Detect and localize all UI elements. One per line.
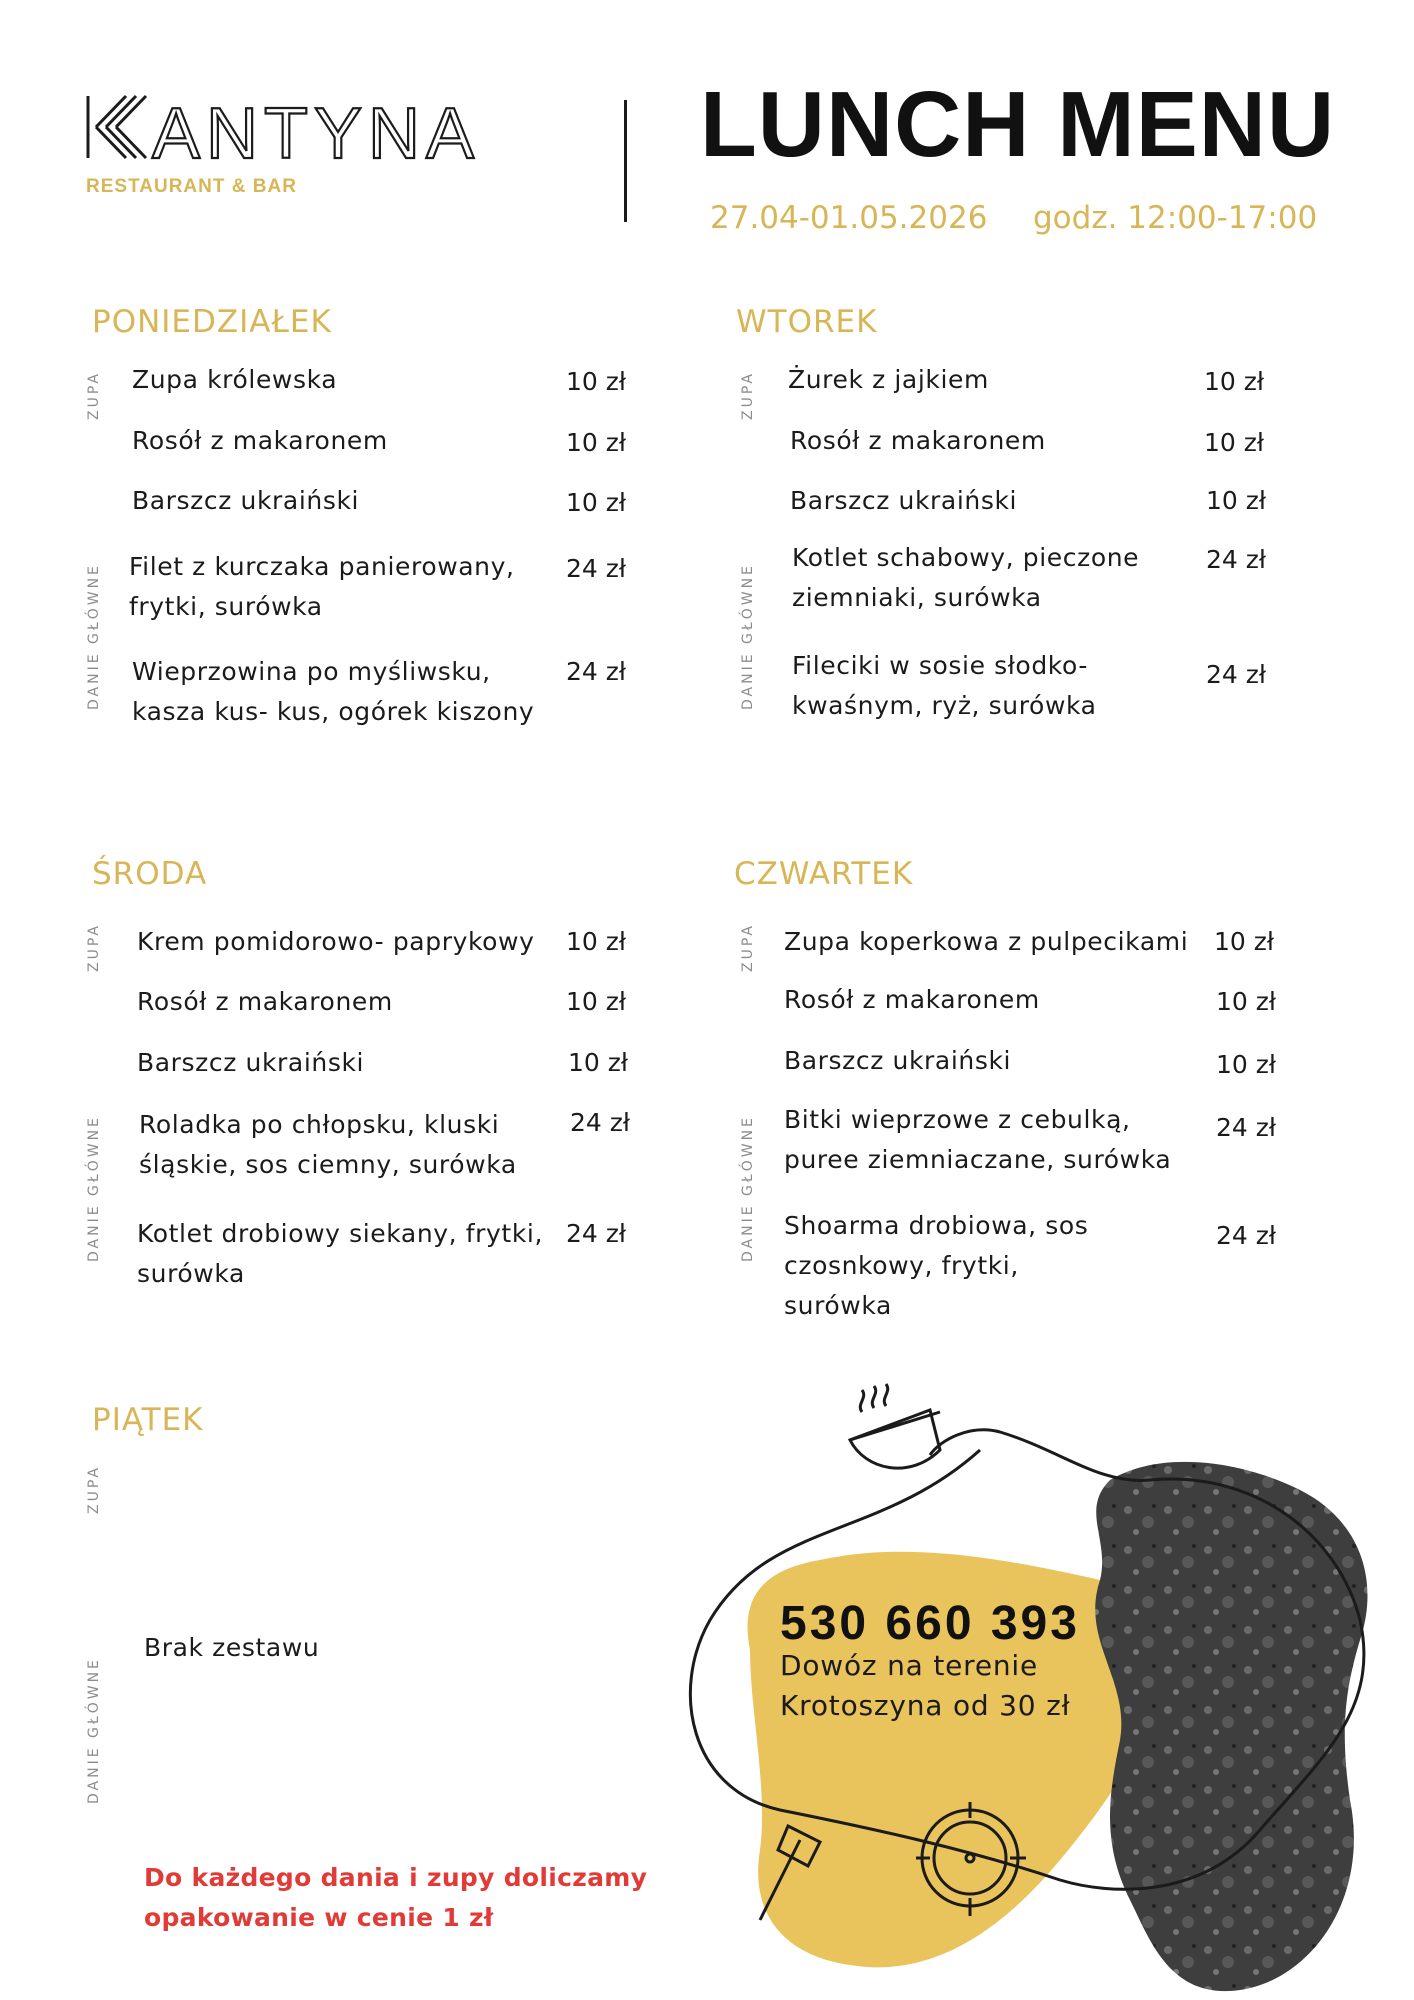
menu-item-name: Shoarma drobiowa, sos czosnkowy, frytki, surówka [784,1211,1089,1320]
menu-item-name: Kotlet schabowy, pieczone ziemniaki, surówka [792,543,1140,612]
menu-item-price: 24 zł [1206,545,1266,574]
category-label-soup: ZUPA [740,371,756,420]
brand-name: ANTYNA [152,94,481,172]
menu-item-price: 10 zł [1204,428,1264,457]
packaging-note: Do każdego dania i zupy doliczamy opakowanie w cenie 1 zł [144,1863,648,1932]
menu-item-price: 10 zł [1216,987,1276,1016]
category-label-mains: DANIE GŁÓWNE [86,563,102,710]
brand-subtitle: RESTAURANT & BAR [86,176,297,197]
day-title-tuesday: WTOREK [736,304,878,340]
menu-item-price: 24 zł [566,554,626,583]
menu-item-price: 10 zł [566,488,626,517]
menu-item-name: Rosół z makaronem [784,985,1040,1014]
category-label-mains: DANIE GŁÓWNE [740,563,756,710]
menu-item-price: 10 zł [566,927,626,956]
menu-item-name: Filet z kurczaka panierowany, frytki, surówka [129,552,515,621]
menu-item-price: 10 zł [1206,486,1266,515]
menu-item-name: Rosół z makaronem [132,426,388,455]
category-label-soup: ZUPA [86,371,102,420]
header-divider [624,100,627,222]
menu-item-name: Barszcz ukraiński [790,486,1018,515]
menu-item-name: Barszcz ukraiński [784,1046,1012,1075]
menu-item-price: 10 zł [566,367,626,396]
menu-item-name: Barszcz ukraiński [132,486,360,515]
promo-delivery-text: Dowóz na terenie Krotoszyna od 30 zł [780,1649,1071,1722]
category-label-soup: ZUPA [86,923,102,972]
menu-item-price: 10 zł [1214,927,1274,956]
category-label-mains: DANIE GŁÓWNE [86,1115,102,1262]
menu-item-price: 24 zł [566,657,626,686]
menu-item-name: Fileciki w sosie słodko-kwaśnym, ryż, surówka [792,651,1097,720]
day-title-wednesday: ŚRODA [92,856,208,892]
menu-item-name: Bitki wieprzowe z cebulką, puree ziemniaczane, surówka [784,1105,1172,1174]
menu-dates: 27.04-01.05.2026 [710,200,988,236]
menu-item-price: 10 zł [1216,1050,1276,1079]
menu-item-price: 24 zł [570,1108,630,1137]
menu-item-name: Kotlet drobiowy siekany, frytki, surówka [137,1219,544,1288]
brand-logo [86,92,556,172]
menu-item-name: Roladka po chłopsku, kluski śląskie, sos ciemny, surówka [139,1110,517,1179]
menu-item-price: 10 zł [568,1048,628,1077]
bowl-icon [850,1384,940,1468]
menu-item-name: Zupa królewska [132,365,338,394]
menu-item-name: Żurek z jajkiem [788,365,989,394]
menu-item-price: 10 zł [566,987,626,1016]
menu-item-name: Barszcz ukraiński [137,1048,365,1077]
day-title-thursday: CZWARTEK [734,856,914,892]
menu-item-price: 10 zł [566,428,626,457]
category-label-mains: DANIE GŁÓWNE [86,1657,102,1804]
menu-item-name: Wieprzowina po myśliwsku, kasza kus- kus, ogórek kiszony [132,657,535,726]
menu-item-name: Rosół z makaronem [137,987,393,1016]
menu-item-price: 24 zł [1206,660,1266,689]
menu-item-price: 10 zł [1204,367,1264,396]
promo-phone[interactable]: 530 660 393 [780,1597,1080,1650]
day-title-friday: PIĄTEK [92,1402,204,1438]
category-label-mains: DANIE GŁÓWNE [740,1115,756,1262]
day-title-monday: PONIEDZIAŁEK [92,304,332,340]
page-title: LUNCH MENU [700,72,1336,176]
menu-item-name: Zupa koperkowa z pulpecikami [784,927,1189,956]
menu-item-name: Krem pomidorowo- paprykowy [137,927,535,956]
menu-item-price: 24 zł [1216,1113,1276,1142]
menu-item-name: Brak zestawu [144,1633,320,1662]
menu-hours: godz. 12:00-17:00 [1033,200,1318,236]
menu-item-name: Rosół z makaronem [790,426,1046,455]
category-label-soup: ZUPA [86,1465,102,1514]
stone-blob [1095,1462,1367,1991]
menu-item-price: 24 zł [566,1219,626,1248]
category-label-soup: ZUPA [740,923,756,972]
menu-item-price: 24 zł [1216,1221,1276,1250]
